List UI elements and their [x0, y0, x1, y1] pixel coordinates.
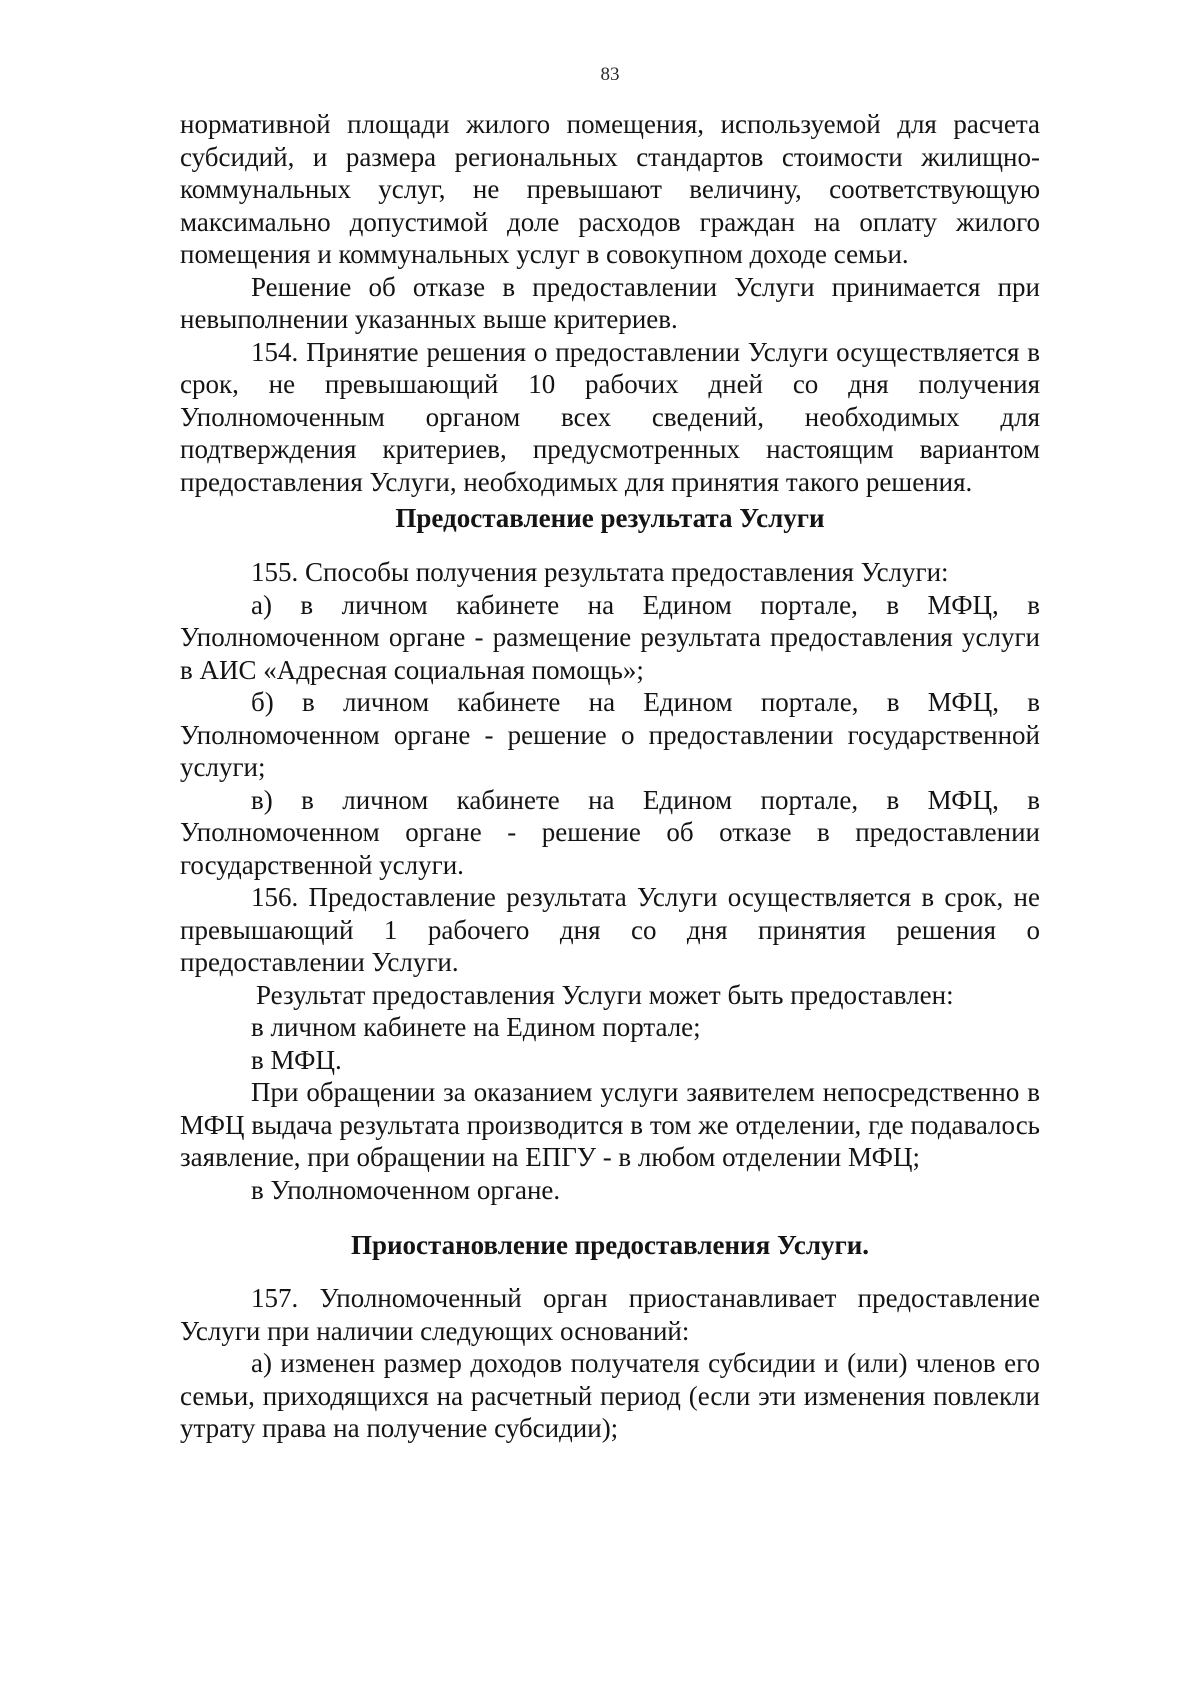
- paragraph: 154. Принятие решения о предоставлении Услуги осуществляется в срок, не превышающий 10 рабочих дней со дня получения Уполномоченным органом всех сведений, необходимых для подтверждения критериев, предусмотренных настоящим вариантом предоставления Услуги, необходимых для принятия такого решения.: [180, 336, 1040, 497]
- paragraph: 157. Уполномоченный орган приостанавливает предоставление Услуги при наличии следующих оснований:: [180, 1283, 1040, 1346]
- page-number: 83: [600, 64, 620, 85]
- section-heading-suspension: Приостановление предоставления Услуги.: [350, 1230, 870, 1260]
- list-item: в) в личном кабинете на Едином портале, в МФЦ, в Уполномоченном органе - решение об отказе в предоставлении государственной услуги.: [180, 784, 1040, 880]
- paragraph: 156. Предоставление результата Услуги осуществляется в срок, не превышающий 1 рабочего дня со дня принятия решения о предоставлении Услуги.: [180, 882, 1040, 977]
- list-item: в личном кабинете на Едином портале;: [251, 1012, 701, 1042]
- list-item: б) в личном кабинете на Едином портале, в МФЦ, в Уполномоченном органе - решение о предоставлении государственной услуги;: [180, 687, 1040, 782]
- paragraph: Результат предоставления Услуги может быть предоставлен:: [256, 979, 954, 1010]
- list-item: а) в личном кабинете на Едином портале, в МФЦ, в Уполномоченном органе - размещение результата предоставления услуги в АИС «Адресная социальная помощь»;: [180, 589, 1040, 685]
- list-item: в Уполномоченном органе.: [251, 1174, 561, 1205]
- paragraph: 155. Способы получения результата предоставления Услуги:: [251, 557, 949, 587]
- text-block-suspension: [180, 1282, 1040, 1445]
- list-item: а) изменен размер доходов получателя субсидии и (или) членов его семьи, приходящихся на расчетный период (если эти изменения повлекли утрату права на получение субсидии);: [180, 1348, 1040, 1443]
- section-heading-result: Предоставление результата Услуги: [395, 503, 825, 533]
- paragraph: Решение об отказе в предоставлении Услуги принимается при невыполнении указанных выше критериев.: [180, 271, 1040, 334]
- paragraph: нормативной площади жилого помещения, используемой для расчета субсидий, и размера региональных стандартов стоимости жилищно-коммунальных услуг, не превышают величину, соответствующую максимально допустимой доле расходов граждан на оплату жилого помещения и коммунальных услуг в совокупном доходе семьи.: [180, 109, 1040, 269]
- document-page: [180, 0, 1040, 1696]
- text-block-result: [180, 556, 1040, 1206]
- text-block-intro: [180, 108, 1040, 498]
- list-item: в МФЦ.: [251, 1044, 342, 1075]
- paragraph: При обращении за оказанием услуги заявителем непосредственно в МФЦ выдача результата производится в том же отделении, где подавалось заявление, при обращении на ЕПГУ - в любом отделении МФЦ;: [180, 1077, 1040, 1172]
